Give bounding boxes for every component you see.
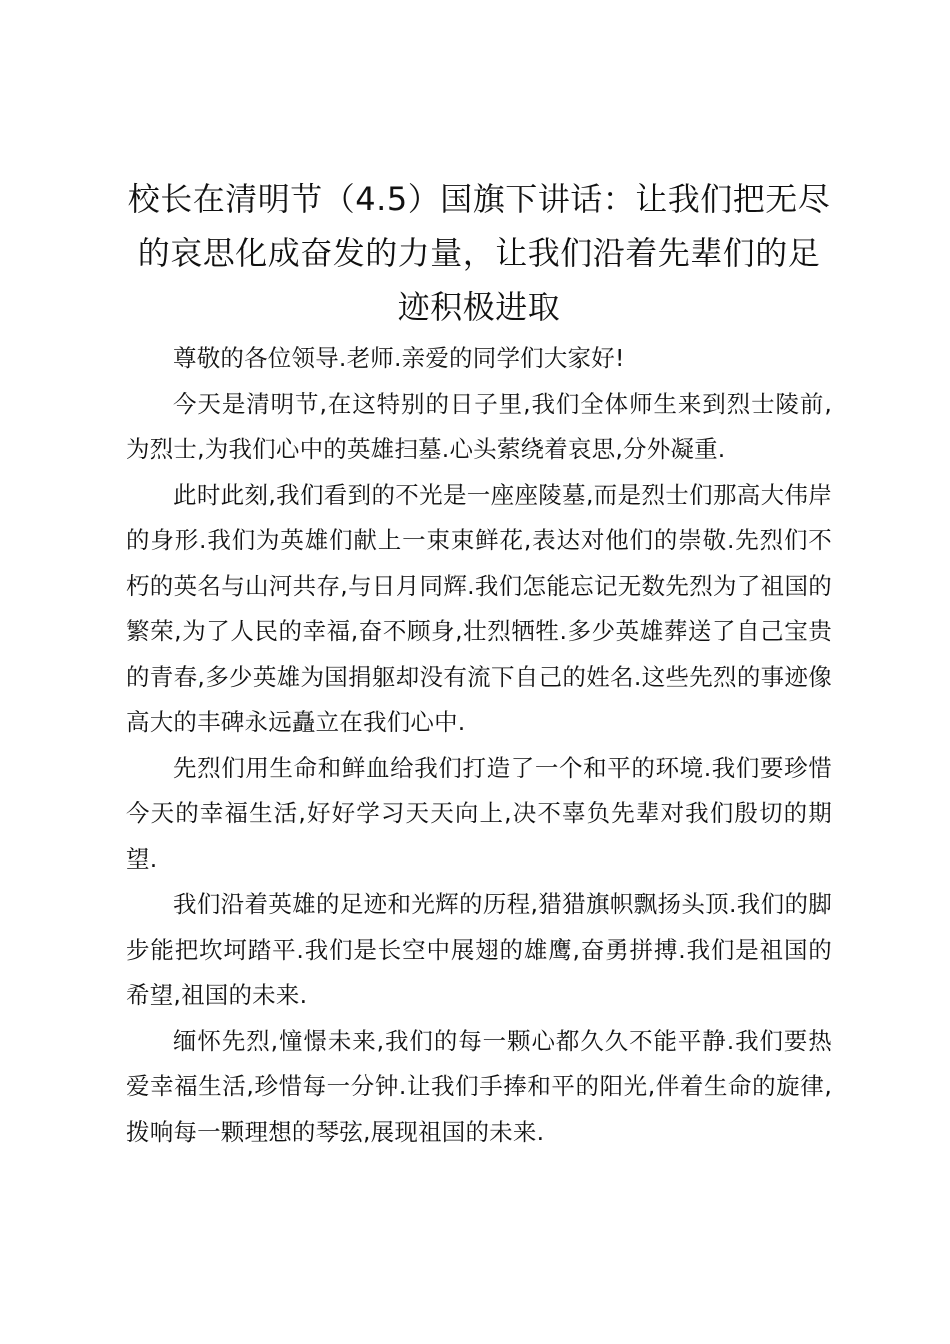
paragraph-3: 先烈们用生命和鲜血给我们打造了一个和平的环境.我们要珍惜今天的幸福生活,好好学习天天向上,决不辜负先辈对我们殷切的期望. <box>126 753 832 873</box>
paragraph-greeting: 尊敬的各位领导.老师.亲爱的同学们大家好! <box>173 344 625 372</box>
document-title: 校长在清明节（4.5）国旗下讲话：让我们把无尽的哀思化成奋发的力量，让我们沿着先辈们的足迹积极进取 <box>127 180 831 326</box>
document-body <box>126 336 832 1155</box>
paragraph-1: 今天是清明节,在这特别的日子里,我们全体师生来到烈士陵前,为烈士,为我们心中的英雄扫墓.心头萦绕着哀思,分外凝重. <box>126 389 832 463</box>
paragraph-4: 我们沿着英雄的足迹和光辉的历程,猎猎旗帜飘扬头顶.我们的脚步能把坎坷踏平.我们是长空中展翅的雄鹰,奋勇拼搏.我们是祖国的希望,祖国的未来. <box>126 890 832 1009</box>
paragraph-5: 缅怀先烈,憧憬未来,我们的每一颗心都久久不能平静.我们要热爱幸福生活,珍惜每一分钟.让我们手捧和平的阳光,伴着生命的旋律,拨响每一颗理想的琴弦,展现祖国的未来. <box>126 1026 832 1146</box>
paragraph-2: 此时此刻,我们看到的不光是一座座陵墓,而是烈士们那高大伟岸的身形.我们为英雄们献上一束束鲜花,表达对他们的崇敬.先烈们不朽的英名与山河共存,与日月同辉.我们怎能忘记无数先烈为了祖国的繁荣,为了人民的幸福,奋不顾身,壮烈牺牲.多少英雄葬送了自己宝贵的青春,多少英雄为国捐躯却没有流下自己的姓名.这些先烈的事迹像高大的丰碑永远矗立在我们心中. <box>126 480 832 736</box>
document-page <box>126 172 832 1155</box>
